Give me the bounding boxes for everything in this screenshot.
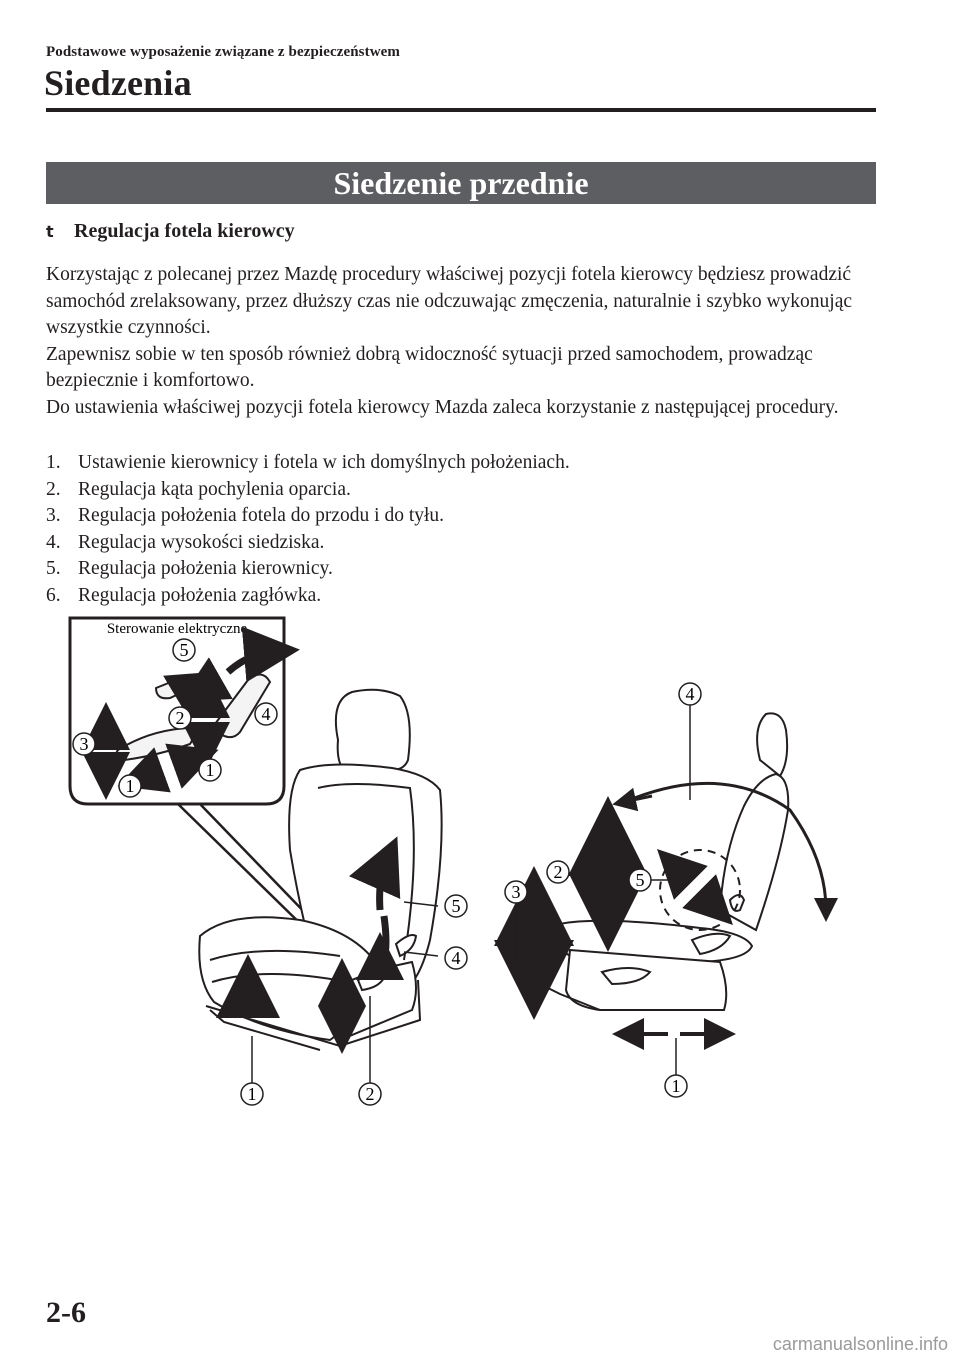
right-callout-1: 1: [671, 1076, 681, 1096]
inset-callout-3: 3: [79, 734, 89, 754]
right-callout-5: 5: [635, 870, 645, 890]
header-rule: [46, 108, 876, 112]
right-callout-4: 4: [685, 684, 695, 704]
inset-callout-4: 4: [261, 704, 271, 724]
right-callout-2: 2: [553, 862, 563, 882]
body-text: [46, 262, 886, 421]
paragraph: Do ustawienia właściwej pozycji fotela kierowcy Mazda zaleca korzystanie z następującej procedury.: [46, 396, 839, 418]
steps-list: [46, 450, 886, 609]
step-number: 2.: [46, 478, 61, 500]
paragraph: Zapewnisz sobie w ten sposób również dobrą widoczność sytuacji przed samochodem, prowadząc bezpiecznie i komfortowo.: [46, 343, 813, 391]
page-number: 2-6: [46, 1296, 86, 1329]
left-callout-2: 2: [365, 1084, 375, 1104]
sub-heading-text: Regulacja fotela kierowcy: [74, 220, 295, 242]
list-item: [46, 530, 886, 557]
step-text: Regulacja położenia kierownicy.: [78, 558, 333, 579]
list-item: [46, 450, 886, 477]
list-item: [46, 503, 886, 530]
inset-callout-1: 1: [125, 776, 135, 796]
inset-callout-1b: 1: [205, 760, 215, 780]
chapter-title: Siedzenia: [44, 63, 192, 103]
step-text: Regulacja położenia fotela do przodu i do tyłu.: [78, 505, 445, 526]
right-seat-illustration: [516, 704, 826, 1076]
watermark: carmanualsonline.info: [772, 1334, 948, 1354]
seat-adjustment-figure: [0, 610, 960, 1130]
step-number: 4.: [46, 531, 61, 553]
left-callout-4: 4: [451, 948, 461, 968]
list-item: [46, 477, 886, 504]
paragraph: Korzystając z polecanej przez Mazdę procedury właściwej pozycji fotela kierowcy będziesz prowadzić samochód zrelaksowany, przez dłuższy czas nie odczuwając zmęczenia, naturalnie i szybko wykonując wszystkie czynności.: [46, 264, 853, 338]
step-number: 3.: [46, 505, 61, 526]
section-title: Siedzenie przednie: [333, 164, 589, 201]
section-banner: [46, 162, 876, 204]
step-number: 6.: [46, 584, 61, 606]
breadcrumb: Podstawowe wyposażenie związane z bezpieczeństwem: [46, 44, 400, 60]
list-item: [46, 556, 886, 583]
right-callout-3: 3: [511, 882, 521, 902]
sub-heading: [46, 220, 295, 243]
left-callout-5: 5: [451, 896, 461, 916]
inset-callout-2: 2: [175, 708, 185, 728]
step-text: Regulacja kąta pochylenia oparcia.: [78, 478, 351, 500]
inset-title: Sterowanie elektryczne: [106, 621, 248, 637]
step-text: Regulacja położenia zagłówka.: [78, 584, 322, 606]
step-number: 1.: [46, 452, 61, 473]
left-callout-1: 1: [247, 1084, 257, 1104]
step-text: Ustawienie kierownicy i fotela w ich domyślnych położeniach.: [78, 452, 570, 473]
step-number: 5.: [46, 558, 61, 579]
step-text: Regulacja wysokości siedziska.: [78, 531, 325, 553]
list-item: [46, 583, 886, 610]
inset-callout-5: 5: [179, 640, 189, 660]
bullet-icon: t: [46, 222, 54, 241]
